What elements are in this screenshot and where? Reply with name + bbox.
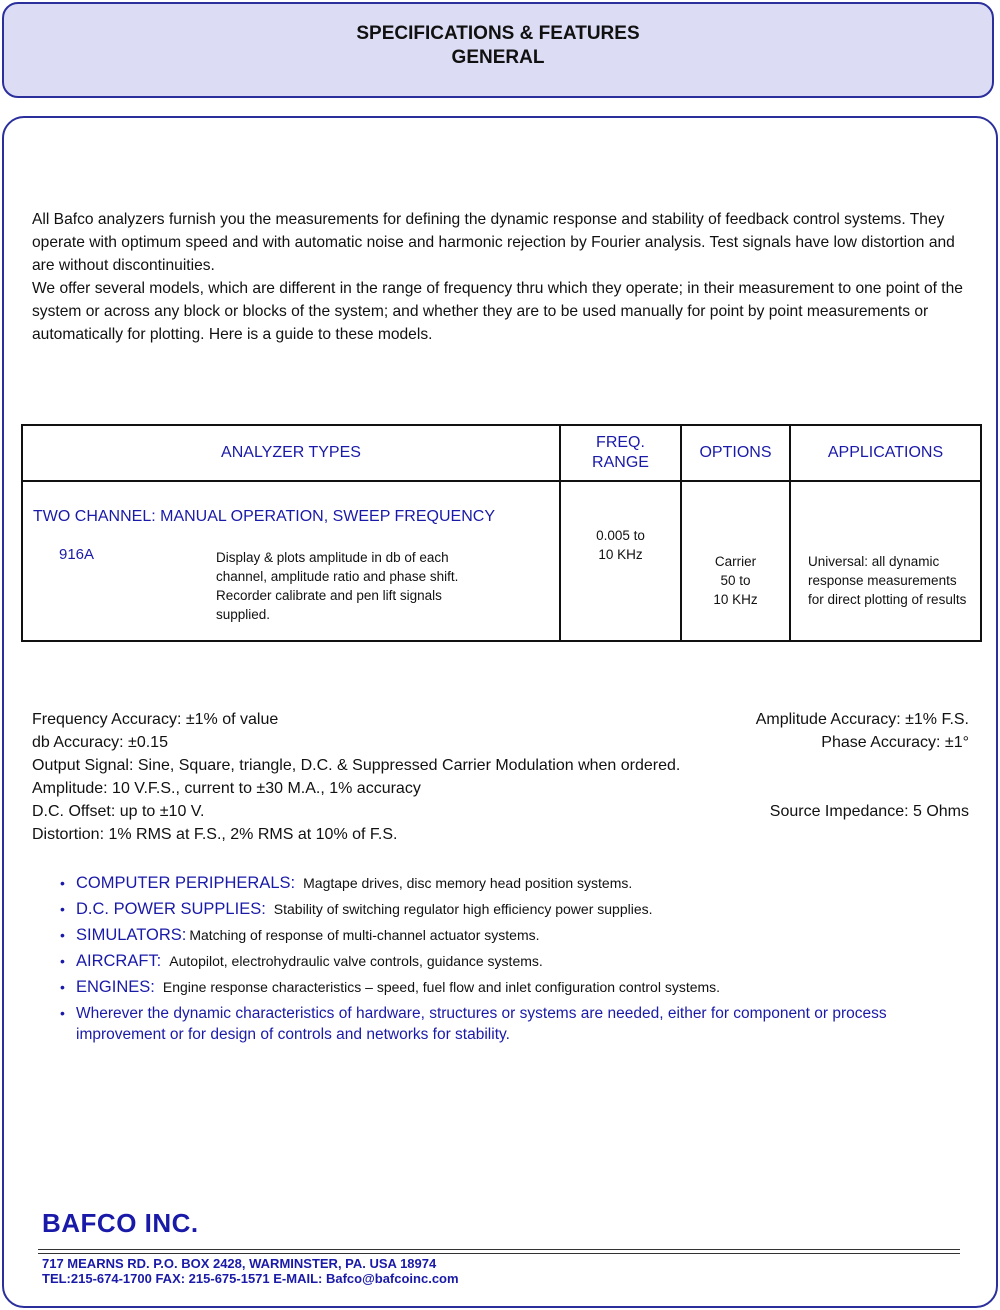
options-line: Carrier <box>714 554 757 569</box>
address-line: 717 MEARNS RD. P.O. BOX 2428, WARMINSTER, PA. USA 18974 <box>42 1256 437 1271</box>
bullet-icon: • <box>60 979 65 995</box>
bullet-icon: • <box>60 901 65 917</box>
application-label: D.C. POWER SUPPLIES: <box>76 900 266 918</box>
bullet-icon: • <box>60 875 65 891</box>
applications-value <box>791 482 980 609</box>
applications-line: for direct plotting of results <box>808 592 967 607</box>
header-options: OPTIONS <box>681 425 790 481</box>
footer-address <box>42 1256 459 1286</box>
table-row <box>22 481 981 641</box>
company-name: BAFCO INC. <box>42 1208 199 1238</box>
application-label: AIRCRAFT: <box>76 952 162 970</box>
page-subtitle: GENERAL <box>451 47 545 68</box>
list-item <box>60 899 970 919</box>
spec-row <box>32 754 969 777</box>
header-applications: APPLICATIONS <box>790 425 981 481</box>
application-text: Autopilot, electrohydraulic valve controls, guidance systems. <box>169 953 543 969</box>
footer-divider <box>38 1253 960 1254</box>
application-text: Matching of response of multi-channel actuator systems. <box>189 927 540 943</box>
description-line: channel, amplitude ratio and phase shift. <box>216 569 459 584</box>
cell-options <box>681 481 790 641</box>
cell-applications <box>790 481 981 641</box>
bullet-icon: • <box>60 1005 65 1021</box>
application-text: Magtape drives, disc memory head position systems. <box>303 875 633 891</box>
spec-row <box>32 823 969 846</box>
model-description <box>216 548 476 624</box>
header-freq-range <box>560 425 681 481</box>
intro-text <box>32 208 977 346</box>
spec-db-accuracy: db Accuracy: ±0.15 <box>32 734 168 751</box>
application-label: SIMULATORS: <box>76 926 187 944</box>
header-analyzer-types: ANALYZER TYPES <box>22 425 560 481</box>
spec-frequency-accuracy: Frequency Accuracy: ±1% of value <box>32 711 279 728</box>
table-header-row <box>22 425 981 481</box>
list-item <box>60 951 970 971</box>
description-line: supplied. <box>216 607 271 622</box>
page-title: SPECIFICATIONS & FEATURES <box>356 23 640 44</box>
spec-phase-accuracy: Phase Accuracy: ±1° <box>821 734 969 751</box>
spec-amplitude: Amplitude: 10 V.F.S., current to ±30 M.A., 1% accuracy <box>32 780 421 797</box>
spec-source-impedance: Source Impedance: 5 Ohms <box>769 803 969 820</box>
analyzer-table <box>21 424 982 642</box>
cell-analyzer-type <box>22 481 560 641</box>
application-general-text: Wherever the dynamic characteristics of hardware, structures or systems are needed, either for component or process improvement or for design of controls and networks for stability. <box>76 1005 887 1043</box>
spec-amplitude-accuracy: Amplitude Accuracy: ±1% F.S. <box>755 711 969 728</box>
description-line: Recorder calibrate and pen lift signals <box>216 588 442 603</box>
application-text: Stability of switching regulator high efficiency power supplies. <box>273 901 653 917</box>
cell-freq-range <box>560 481 681 641</box>
spec-distortion: Distortion: 1% RMS at F.S., 2% RMS at 10% of F.S. <box>32 826 398 843</box>
spec-dc-offset: D.C. Offset: up to ±10 V. <box>32 803 205 820</box>
options-line: 10 KHz <box>713 592 758 607</box>
spec-row <box>32 777 969 800</box>
description-line: Display & plots amplitude in db of each <box>216 550 449 565</box>
contact-line: TEL:215-674-1700 FAX: 215-675-1571 E-MAIL: Bafco@bafcoinc.com <box>42 1271 459 1286</box>
intro-paragraph-2: We offer several models, which are different in the range of frequency thru which they operate; in their measurement to one point of the system or across any block or blocks of the system; and whether they are to be used manually for point by point measurements or automatically for plotting. Here is a guide to these models. <box>32 280 963 343</box>
options-value <box>682 482 789 609</box>
freq-line: 10 KHz <box>598 547 643 562</box>
freq-range-value <box>561 482 680 564</box>
application-label: COMPUTER PERIPHERALS: <box>76 874 296 892</box>
intro-paragraph-1: All Bafco analyzers furnish you the measurements for defining the dynamic response and stability of feedback control systems. They operate with optimum speed and with automatic noise and harmonic rejection by Fourier analysis. Test signals have low distortion and are without discontinuities. <box>32 211 955 274</box>
header-freq-line2: RANGE <box>592 454 649 471</box>
options-line: 50 to <box>720 573 751 588</box>
list-item <box>60 925 970 945</box>
category-label: TWO CHANNEL: MANUAL OPERATION, SWEEP FREQUENCY <box>33 508 495 525</box>
bullet-icon: • <box>60 927 65 943</box>
list-item <box>60 1003 970 1045</box>
header-banner <box>2 2 994 98</box>
footer-divider <box>38 1249 960 1250</box>
spec-row <box>32 708 969 731</box>
spec-row <box>32 800 969 823</box>
applications-line: Universal: all dynamic <box>808 554 940 569</box>
application-label: ENGINES: <box>76 978 155 996</box>
applications-line: response measurements <box>808 573 957 588</box>
list-item <box>60 977 970 997</box>
model-number: 916A <box>59 546 95 563</box>
specifications <box>32 708 969 846</box>
applications-list <box>60 873 970 1051</box>
bullet-icon: • <box>60 953 65 969</box>
spec-output-signal: Output Signal: Sine, Square, triangle, D.C. & Suppressed Carrier Modulation when ordered. <box>32 757 681 774</box>
spec-row <box>32 731 969 754</box>
list-item <box>60 873 970 893</box>
application-text: Engine response characteristics – speed, fuel flow and inlet configuration control systems. <box>162 979 721 995</box>
header-freq-line1: FREQ. <box>596 434 645 451</box>
freq-line: 0.005 to <box>596 528 645 543</box>
